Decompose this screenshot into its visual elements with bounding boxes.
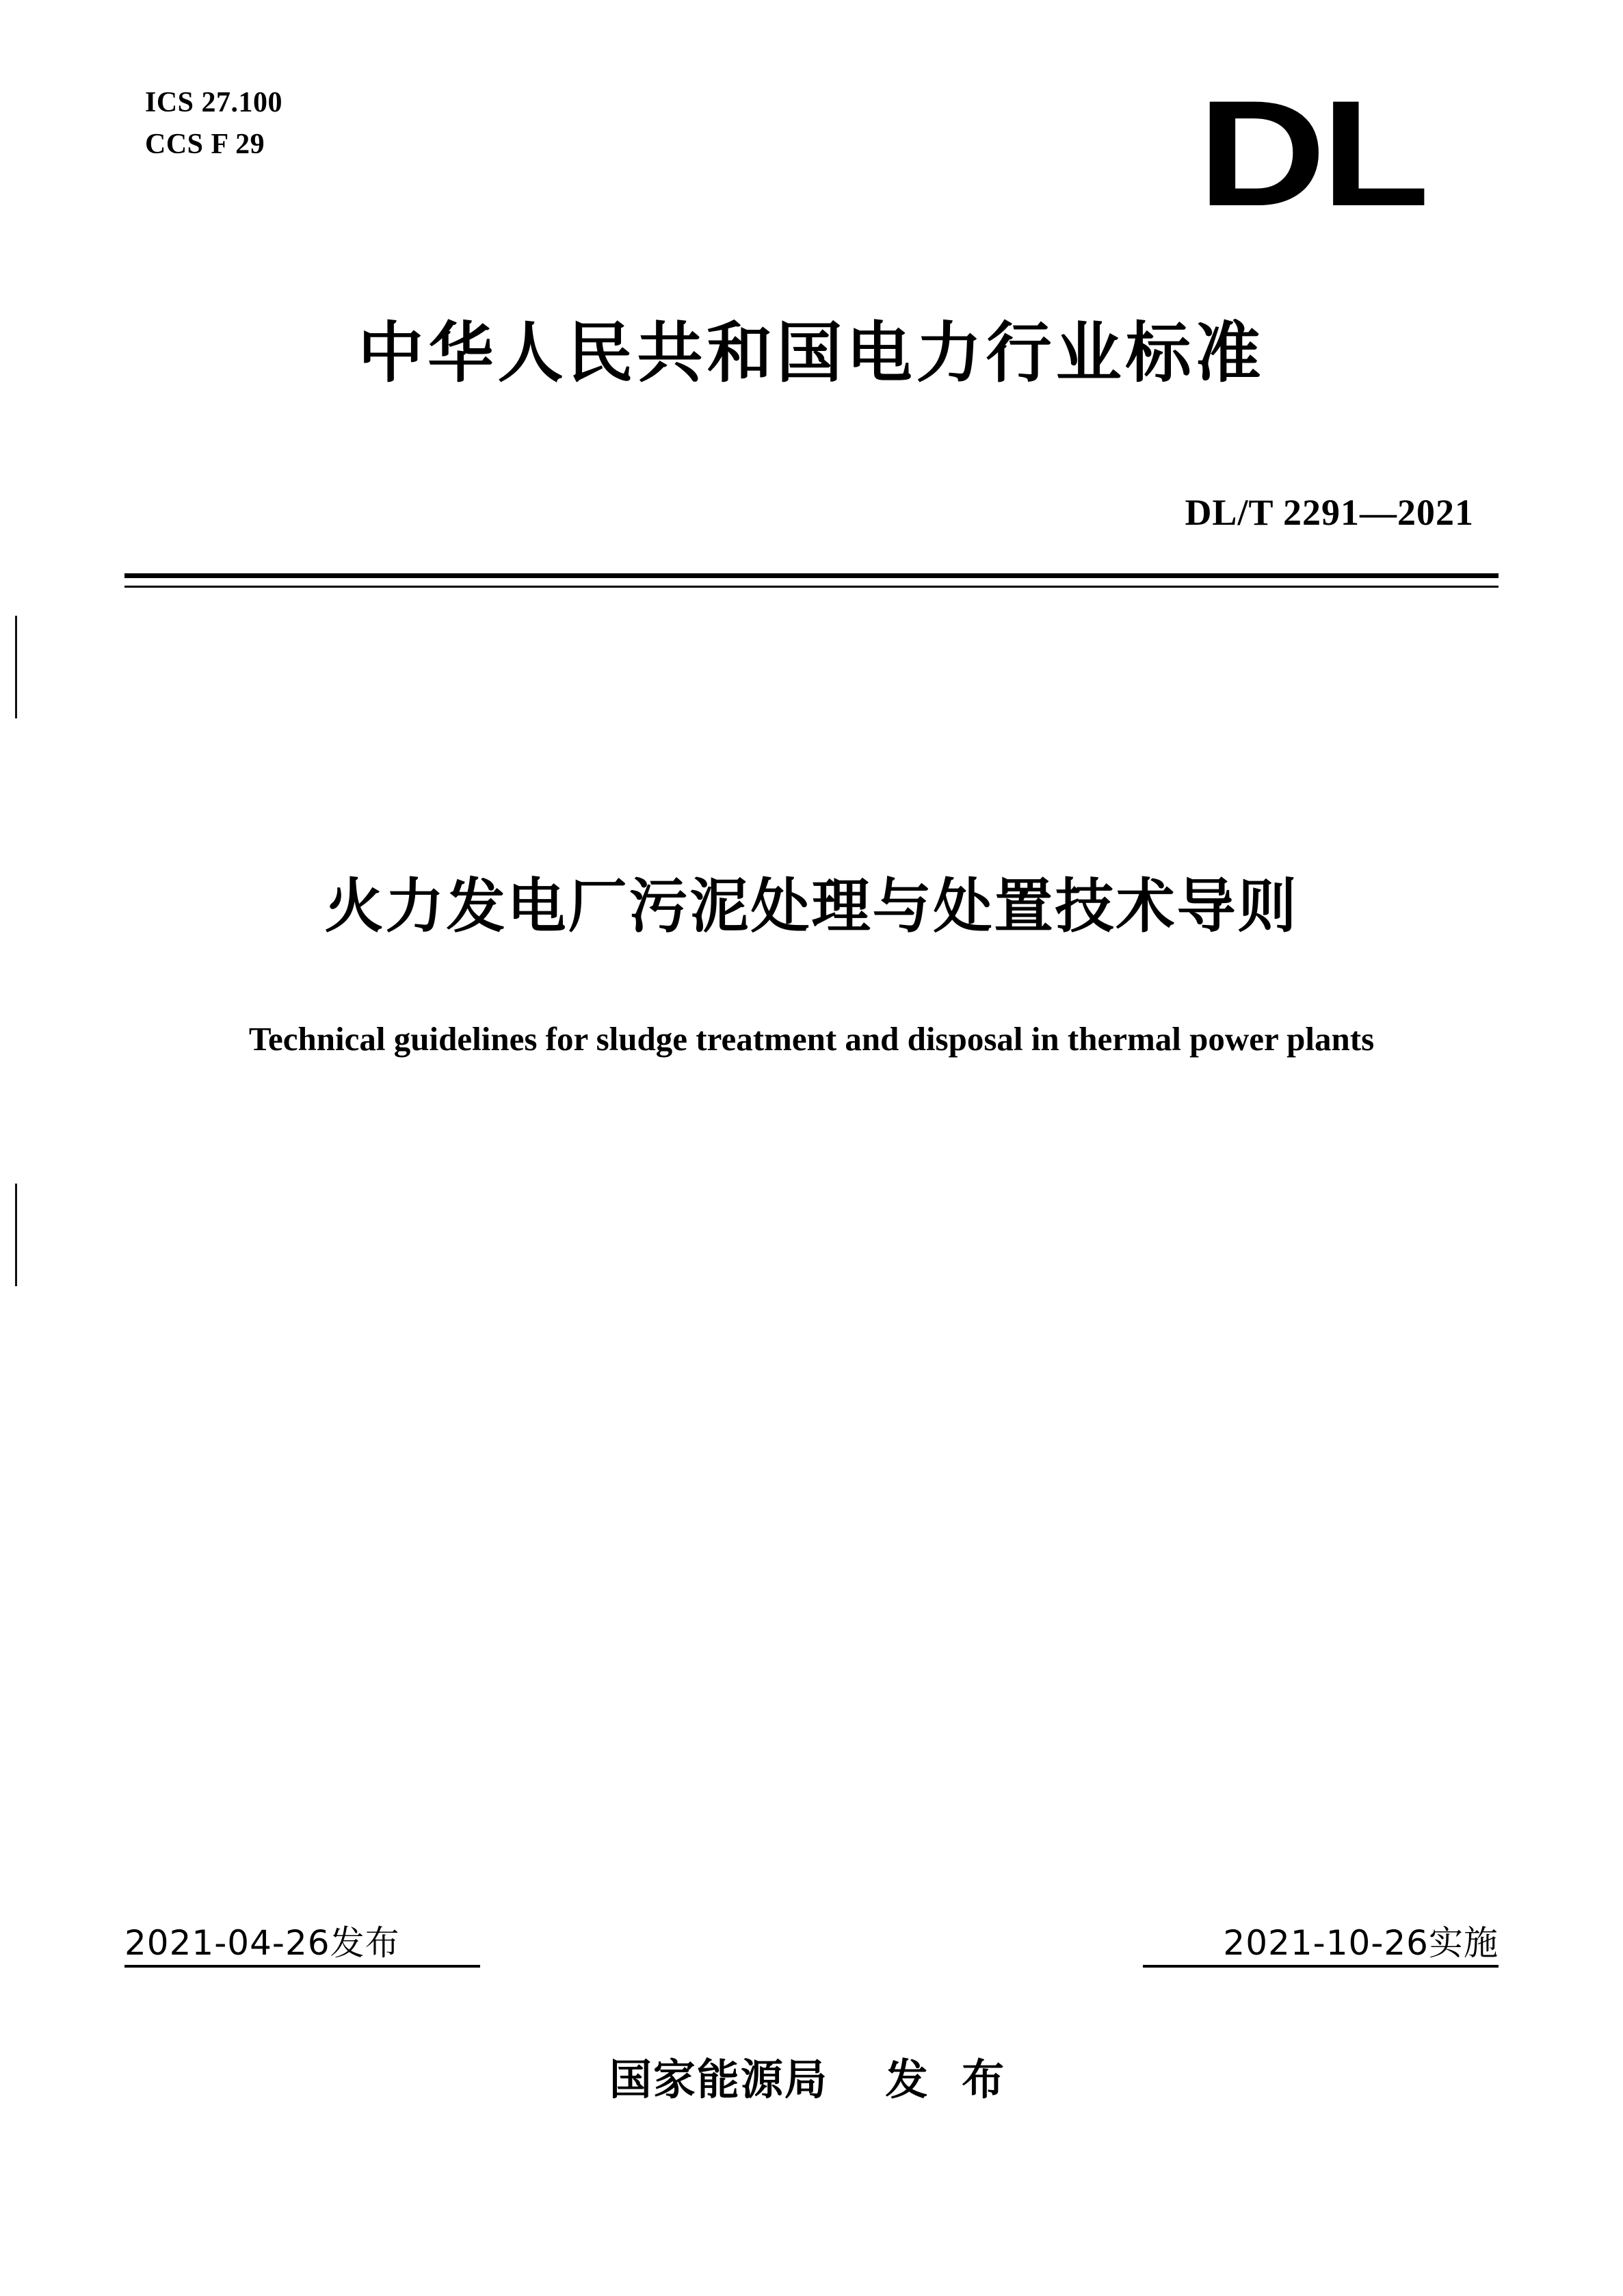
issue-date-underline [124, 1965, 480, 1968]
publisher-organization: 国家能源局 [609, 2054, 828, 2104]
standard-series-title: 中华人民共和国电力行业标准 [358, 315, 1265, 391]
ics-code: ICS 27.100 [145, 87, 283, 118]
effective-date: 2021-10-26实施 [1223, 1923, 1499, 1963]
dl-logo: DL [1198, 69, 1425, 237]
margin-tick-upper [15, 616, 17, 718]
document-title-chinese: 火力发电厂污泥处理与处置技术导则 [324, 872, 1299, 941]
standard-number: DL/T 2291—2021 [1185, 492, 1474, 533]
effective-date-underline [1143, 1965, 1499, 1968]
header-rule-thin [124, 586, 1499, 588]
document-title-english: Technical guidelines for sludge treatment and disposal in thermal power plants [248, 1020, 1375, 1058]
classification-block [145, 82, 282, 166]
publisher-action: 发 布 [885, 2054, 1014, 2104]
header-rule-thick [124, 573, 1499, 578]
issue-date: 2021-04-26发布 [124, 1923, 400, 1963]
ccs-code: CCS F 29 [145, 128, 265, 160]
margin-tick-lower [15, 1184, 17, 1286]
publisher-line [0, 2046, 1623, 2106]
